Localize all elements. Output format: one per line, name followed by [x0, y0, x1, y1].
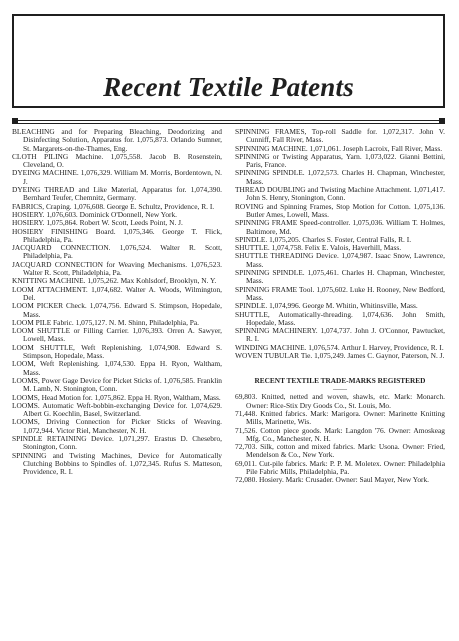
patent-entry: SHUTTLE THREADING Device. 1,074,987. Isaac Snow, Lawrence, Mass. — [235, 251, 445, 269]
patent-entry: WOVEN TUBULAR Tie. 1,075,249. James C. Gaynor, Paterson, N. J. — [235, 351, 445, 361]
patent-entry: SPINNING MACHINE. 1,071,061. Joseph Lacroix, Fall River, Mass. — [235, 143, 443, 153]
page-title: Recent Textile Patents — [103, 72, 354, 102]
patent-entry: HOSIERY FINISHING Board. 1,075,346. George T. Flick, Philadelphia, Pa. — [12, 226, 222, 244]
patent-entry: SPINNING SPINDLE. 1,075,461. Charles H. Chapman, Winchester, Mass. — [235, 268, 445, 286]
patent-entry: LOOMS, Power Gage Device for Picket Sticks of. 1,076,585. Franklin M. Lamb, N. Stonington, Conn. — [12, 375, 222, 394]
patent-entry: LOOM PILE Fabric. 1,075,127. N. M. Shinn, Philadelphia, Pa. — [12, 317, 200, 327]
patent-entry: CLOTH PILING Machine. 1,075,558. Jacob B. Rosenstein, Cleveland, O. — [12, 151, 222, 170]
patent-entry: BLEACHING and for Preparing Bleaching, Deodorizing and Disinfecting Solution, Apparatus for. 1,075,873. Orlando Sumner, St. Margarets-on-the-Thames, Eng. — [12, 127, 222, 153]
trademark-entry: 69,803. Knitted, netted and woven, shawls, etc. Mark: Monarch. Owner: Rice-Stix Dry Goods Co., St. Louis, Mo. — [235, 392, 445, 410]
patent-entry: LOOM, Weft Replenishing. 1,074,530. Eppa H. Ryon, Waltham, Mass. — [12, 359, 222, 377]
patent-entry: LOOMS, Driving Connection for Picker Sticks of Weaving. 1,072,944. Victor Riel, Manchester, N. H. — [12, 417, 222, 435]
patent-entry: SHUTTLE. 1,074,758. Felix E. Valois, Haverhill, Mass. — [235, 243, 402, 253]
patent-entry: LOOMS. Automatic Weft-bobbin-exchanging Device for. 1,074,629. Albert G. Koechlin, Basel, Switzerland. — [12, 400, 222, 419]
patent-list-right — [235, 128, 445, 360]
patent-entry: SPINNING FRAME Tool. 1,075,602. Luke H. Rooney, New Bedford, Mass. — [235, 284, 445, 302]
patent-entry: HOSIERY. 1,075,864. Robert W. Scott, Leeds Point, N. J. — [12, 218, 183, 228]
patent-entry: ROVING and Spinning Frames, Stop Motion for Cotton. 1,075,136. Butler Ames, Lowell, Mass. — [235, 201, 445, 219]
patent-entry: SPINNING FRAME Speed-controller. 1,075,036. William T. Holmes, Baltimore, Md. — [235, 218, 445, 236]
trademark-entry: 72,703. Silk, cotton and mixed fabrics. Mark: Usona. Owner: Fried, Mendelson & Co., New York. — [235, 442, 445, 460]
patent-entry: SPINDLE. 1,075,205. Charles S. Foster, Central Falls, R. I. — [235, 234, 412, 244]
trademark-entry: 69,011. Cut-pile fabrics. Mark: P. P. M. Moletex. Owner: Philadelphia Pile Fabric Mills, Philadelphia, Pa. — [235, 458, 445, 476]
patent-entry: LOOMS, Head Motion for. 1,075,862. Eppa H. Ryon, Waltham, Mass. — [12, 392, 221, 402]
patent-entry: SPINNING MACHINERY. 1,074,737. John J. O'Connor, Pawtucket, R. I. — [235, 326, 445, 344]
patent-entry: LOOM SHUTTLE or Filling Carrier. 1,076,393. Orren A. Sawyer, Lowell, Mass. — [12, 326, 222, 344]
patent-entry: LOOM ATTACHMENT. 1,074,682. Walter A. Woods, Wilmington, Del. — [12, 284, 222, 302]
right-column — [235, 128, 445, 485]
patent-entry: SPINNING and Twisting Machines, Device for Automatically Clutching Bobbins to Spindles of. 1,072,345. Rufus S. Matteson, Providence, R. I. — [12, 450, 222, 477]
trademark-entry: 71,526. Cotton piece goods. Mark: Langdon '76. Owner: Amoskeag Mfg. Co., Manchester, N. H. — [235, 425, 445, 443]
patent-entry: THREAD DOUBLING and Twisting Machine Attachment. 1,071,417. John S. Henry, Stonington, Conn. — [235, 185, 445, 203]
patent-entry: WINDING MACHINE. 1,076,574. Arthur I. Harvey, Providence, R. I. — [235, 342, 444, 352]
left-column — [12, 128, 222, 476]
patent-entry: SPINNING or Twisting Apparatus, Yarn. 1,073,022. Gianni Bettini, Paris, France. — [235, 151, 445, 170]
patent-entry: SHUTTLE, Automatically-threading. 1,074,636. John Smith, Hopedale, Mass. — [235, 309, 445, 327]
trademark-entry: 71,448. Knitted fabrics. Mark: Marigora. Owner: Marinette Knitting Mills, Marinette, Wis. — [235, 408, 445, 427]
patent-entry: LOOM SHUTTLE, Weft Replenishing. 1,074,908. Edward S. Stimpson, Hopedale, Mass. — [12, 342, 222, 361]
top-rule — [12, 120, 445, 124]
rule-left-square — [12, 118, 18, 124]
rule-right-square — [439, 118, 445, 124]
trademarks-heading: RECENT TEXTILE TRADE-MARKS REGISTERED — [254, 376, 426, 386]
patent-entry: HOSIERY. 1,076,603. Dominick O'Donnell, New York. — [12, 209, 178, 219]
patent-entry: SPINDLE. 1,074,996. George M. Whitin, Whitinsville, Mass. — [235, 301, 418, 311]
patent-entry: DYEING THREAD and Like Material, Apparatus for. 1,074,390. Bernhard Teufer, Chemnitz, Germany. — [12, 185, 222, 203]
title-frame — [12, 14, 445, 108]
patent-entry: JACQUARD CONNECTION. 1,076,524. Walter R. Scott, Philadelphia, Pa. — [12, 243, 222, 261]
patent-entry: SPINDLE RETAINING Device. 1,071,297. Erastus D. Chesebro, Stonington, Conn. — [12, 433, 222, 452]
heading-ornament: —— — [333, 385, 347, 394]
trademarks-list — [235, 393, 445, 484]
patent-entry: SPINNING SPINDLE. 1,072,573. Charles H. Chapman, Winchester, Mass. — [235, 168, 445, 186]
patent-entry: KNITTING MACHINE. 1,075,262. Max Kohlsdorf, Brooklyn, N. Y. — [12, 276, 217, 286]
patent-entry: FABRICS, Craping. 1,076,608. George E. Schultz, Providence, R. I. — [12, 201, 215, 211]
patent-entry: DYEING MACHINE. 1,076,329. William M. Morris, Bordentown, N. J. — [12, 168, 222, 186]
patent-entry: SPINNING FRAMES, Top-roll Saddle for. 1,072,317. John V. Cunniff, Fall River, Mass. — [235, 127, 445, 145]
patent-entry: LOOM PICKER Check. 1,074,756. Edward S. Stimpson, Hopedale, Mass. — [12, 301, 222, 319]
patent-entry: JACQUARD CONNECTION for Weaving Mechanisms. 1,076,523. Walter R. Scott, Philadelphia, Pa. — [12, 259, 222, 278]
trademark-entry: 72,080. Hosiery. Mark: Crusader. Owner: Saul Mayer, New York. — [235, 475, 430, 485]
